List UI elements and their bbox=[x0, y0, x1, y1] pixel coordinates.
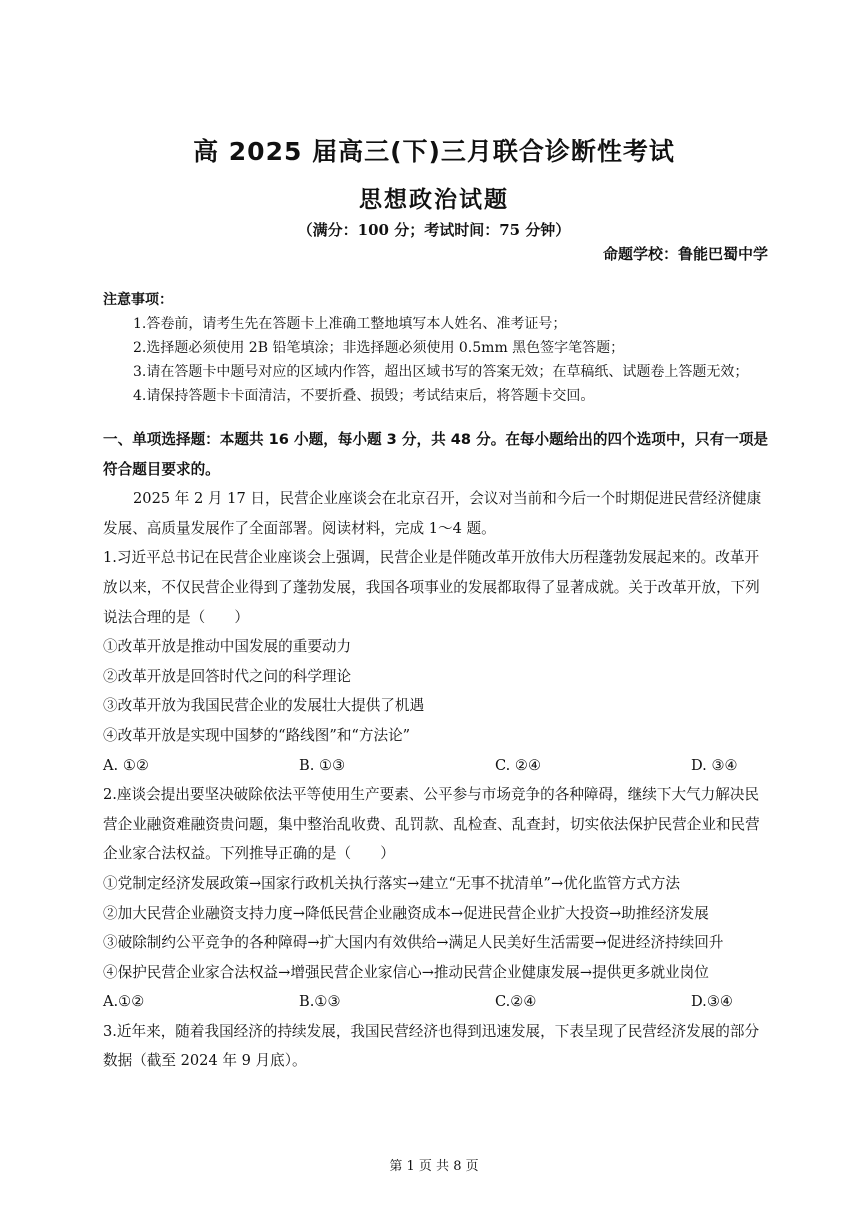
statement: ①改革开放是推动中国发展的重要动力 bbox=[103, 638, 352, 656]
question-stem: 3.近年来，随着我国经济的持续发展，我国民营经济也得到迅速发展，下表呈现了民营经济发展的部分数据（截至 2024 年 9 月底）。 bbox=[103, 1022, 760, 1070]
statement: ②改革开放是回答时代之问的科学理论 bbox=[103, 667, 352, 685]
page-footer: 第 1 页 共 8 页 bbox=[389, 1159, 479, 1174]
option-b: B.①③ bbox=[299, 993, 341, 1011]
question-3 bbox=[103, 1017, 770, 1076]
note-item: 1.答卷前，请考生先在答题卡上准确工整地填写本人姓名、准考证号； bbox=[133, 316, 567, 332]
section-heading: 一、单项选择题：本题共 16 小题，每小题 3 分，共 48 分。在每小题给出的四个选项中，只有一项是符合题目要求的。 bbox=[103, 431, 769, 478]
option-c: C.②④ bbox=[495, 993, 537, 1011]
option-a: A. ①② bbox=[103, 756, 149, 774]
note-item: 3.请在答题卡中题号对应的区域内作答，超出区域书写的答案无效；在草稿纸、试题卷上答题无效； bbox=[133, 364, 749, 380]
statement: ②加大民营企业融资支持力度→降低民营企业融资成本→促进民营企业扩大投资→助推经济发展 bbox=[103, 904, 709, 922]
note-item: 2.选择题必须使用 2B 铅笔填涂；非选择题必须使用 0.5mm 黑色签字笔答题； bbox=[133, 340, 625, 356]
exam-title: 高 2025 届高三(下)三月联合诊断性考试 bbox=[193, 137, 675, 166]
statement: ③破除制约公平竞争的各种障碍→扩大国内有效供给→满足人民美好生活需要→促进经济持续回升 bbox=[103, 934, 724, 952]
option-b: B. ①③ bbox=[299, 756, 346, 774]
question-2 bbox=[103, 780, 770, 1017]
exam-school: 命题学校：鲁能巴蜀中学 bbox=[602, 245, 768, 263]
statement: ③改革开放为我国民营企业的发展壮大提供了机遇 bbox=[103, 697, 425, 715]
exam-meta: （满分：100 分；考试时间：75 分钟） bbox=[297, 221, 571, 239]
option-a: A.①② bbox=[103, 993, 145, 1011]
statement: ①党制定经济发展政策→国家行政机关执行落实→建立“无事不扰清单”→优化监管方式方法 bbox=[103, 874, 680, 892]
notes-heading: 注意事项： bbox=[103, 292, 173, 308]
option-d: D.③④ bbox=[691, 993, 733, 1011]
statement: ④改革开放是实现中国梦的“路线图”和“方法论” bbox=[103, 726, 411, 744]
question-stem: 1.习近平总书记在民营企业座谈会上强调，民营企业是伴随改革开放伟大历程蓬勃发展起来的。改革开放以来，不仅民营企业得到了蓬勃发展，我国各项事业的发展都取得了显著成就。关于改革开放，下列说法合理的是（ ） bbox=[103, 549, 760, 626]
answer-options bbox=[103, 751, 770, 781]
questions-body bbox=[103, 425, 770, 1076]
note-item: 4.请保持答题卡卡面清洁，不要折叠、损毁；考试结束后，将答题卡交回。 bbox=[133, 388, 595, 404]
option-d: D. ③④ bbox=[691, 756, 738, 774]
exam-subtitle: 思想政治试题 bbox=[359, 187, 509, 213]
material-intro: 2025 年 2 月 17 日，民营企业座谈会在北京召开，会议对当前和今后一个时期促进民营经济健康发展、高质量发展作了全面部署。阅读材料，完成 1～4 题。 bbox=[103, 490, 762, 537]
option-c: C. ②④ bbox=[495, 756, 542, 774]
answer-options bbox=[103, 987, 770, 1017]
notes-section bbox=[103, 288, 770, 408]
statement: ④保护民营企业家合法权益→增强民营企业家信心→推动民营企业健康发展→提供更多就业岗位 bbox=[103, 963, 709, 981]
question-stem: 2.座谈会提出要坚决破除依法平等使用生产要素、公平参与市场竞争的各种障碍，继续下大气力解决民营企业融资难融资贵问题，集中整治乱收费、乱罚款、乱检查、乱查封，切实依法保护民营企业和民营企业家合法权益。下列推导正确的是（ ） bbox=[103, 786, 760, 863]
question-1 bbox=[103, 543, 770, 780]
